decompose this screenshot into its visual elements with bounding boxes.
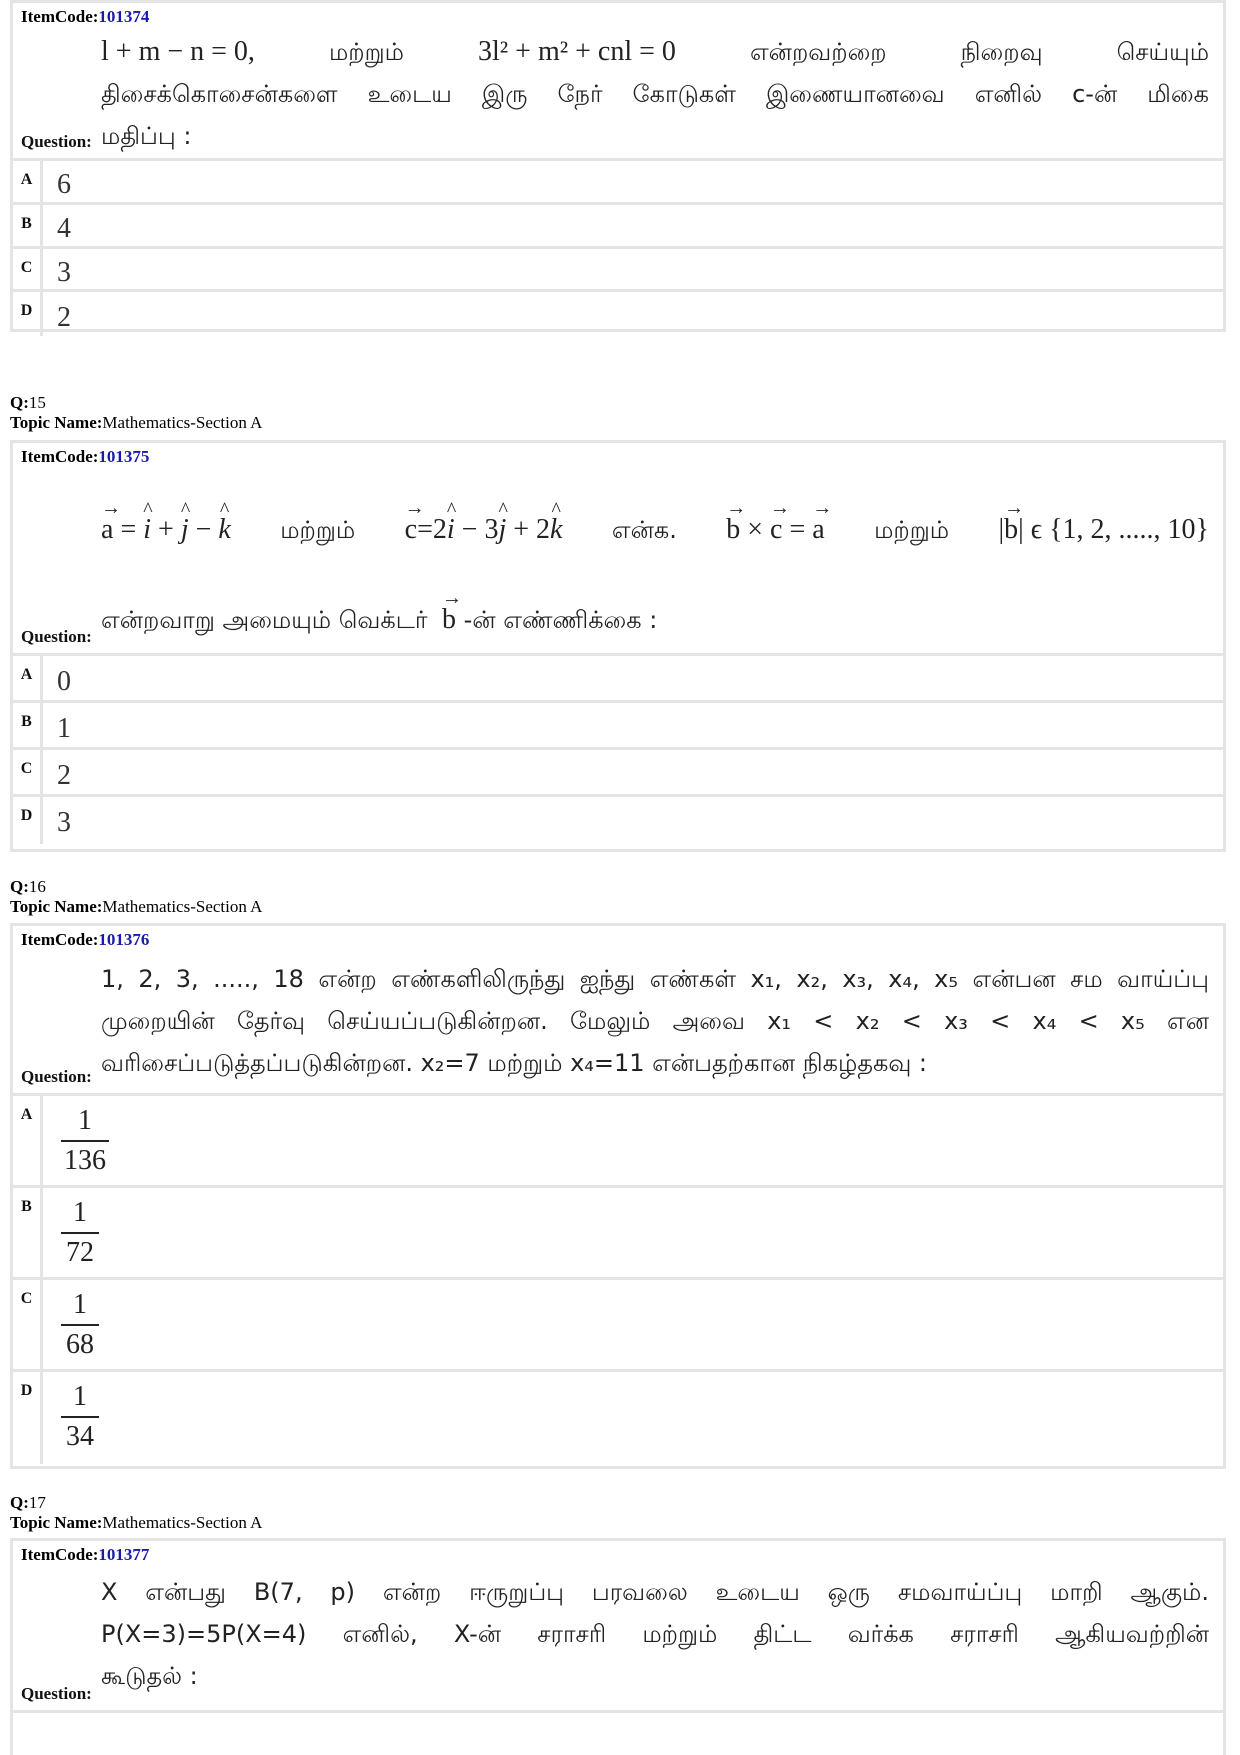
question-text — [101, 1571, 1209, 1697]
question-panel-q16 — [10, 923, 1226, 1469]
question-panel-q14 — [10, 0, 1226, 332]
question-number: 16 — [28, 877, 46, 896]
question-text: → a = ^ i + ^ j − ^ k மற்றும் → c=2^ i − 3^ j + 2^ k என்க. → b × → c = → a மற்றும் |→ b| ϵ {1, 2, ....., 10} என்றவாறு அமையும் வெக்டர் → b -ன் எண்ணிக்கை : — [101, 509, 1209, 641]
question-number: 17 — [28, 1493, 46, 1512]
line2-text-c: -ன் எண்ணிக்கை : — [463, 606, 658, 634]
option-b[interactable] — [13, 205, 1223, 249]
question-rest-head: என்றவற்றை — [749, 38, 887, 66]
question-line-2: P(X=3)=5P(X=4) எனில், X-ன் சராசரி மற்றும் திட்ட வர்க்க சராசரி ஆகியவற்றின் — [101, 1620, 1209, 1648]
question-header — [13, 443, 1223, 656]
option-letter: D — [13, 292, 43, 336]
option-letter: B — [13, 703, 43, 747]
option-fraction: 1 68 — [61, 1288, 99, 1362]
item-code-value: 101375 — [98, 447, 150, 466]
option-b[interactable] — [13, 1188, 1223, 1280]
option-fraction: 1 136 — [61, 1104, 109, 1178]
question-line-1: 1, 2, 3, ....., 18 என்ற எண்களிலிருந்து ஐந்து எண்கள் x₁, x₂, x₃, x₄, x₅ என்பன சம வாய்ப்பு — [101, 965, 1209, 993]
option-value: 3 — [57, 807, 71, 838]
question-label: Question: — [21, 1684, 92, 1703]
option-d[interactable] — [13, 1372, 1223, 1464]
question-line-3: வரிசைப்படுத்தப்படுகின்றன. x₂=7 மற்றும் x₄=11 என்பதற்கான நிகழ்தகவு : — [101, 1049, 928, 1077]
question-text — [101, 958, 1209, 1084]
option-value: 6 — [57, 169, 71, 200]
option-value: 4 — [57, 213, 71, 244]
item-code-value: 101374 — [98, 7, 150, 26]
item-code-value: 101376 — [98, 930, 150, 949]
option-c[interactable] — [13, 1280, 1223, 1372]
option-a[interactable] — [13, 161, 1223, 205]
option-fraction: 1 34 — [61, 1380, 99, 1454]
option-value: 1 — [57, 713, 71, 744]
line2-text-a: என்றவாறு அமையும் வெக்டர் — [101, 606, 428, 634]
question-meta-q15: Q:15 Topic Name:Mathematics-Section A — [10, 393, 263, 432]
option-letter: D — [13, 797, 43, 844]
option-letter: A — [13, 1096, 43, 1185]
option-c[interactable] — [13, 750, 1223, 797]
option-value: 2 — [57, 302, 71, 333]
option-b[interactable] — [13, 703, 1223, 750]
option-letter: C — [13, 249, 43, 289]
option-letter: D — [13, 1372, 43, 1464]
option-letter: B — [13, 205, 43, 246]
vector-b: → b — [442, 599, 456, 641]
question-label: Question: — [21, 627, 92, 646]
option-letter: C — [13, 1280, 43, 1369]
option-d[interactable] — [13, 797, 1223, 844]
option-letter: A — [13, 161, 43, 202]
word-and: மற்றும் — [280, 516, 356, 544]
question-panel-q17 — [10, 1538, 1226, 1755]
question-rest: திசைக்கொசைன்களை உடைய இரு நேர் கோடுகள் இணையானவை எனில் c-ன் மிகை — [101, 80, 1209, 108]
option-letter: C — [13, 750, 43, 794]
question-number: 15 — [28, 393, 46, 412]
topic-name: Mathematics-Section A — [102, 413, 263, 432]
option-value: 0 — [57, 666, 71, 697]
option-letter: A — [13, 656, 43, 700]
question-line-1: X என்பது B(7, p) என்ற ஈருறுப்பு பரவலை உடைய ஒரு சமவாய்ப்பு மாறி ஆகும். — [101, 1578, 1209, 1606]
item-code: ItemCode:101374 — [21, 7, 150, 26]
question-panel-q15 — [10, 440, 1226, 852]
option-fraction: 1 72 — [61, 1196, 99, 1270]
option-letter: B — [13, 1188, 43, 1277]
question-meta-q16: Q:16 Topic Name:Mathematics-Section A — [10, 877, 263, 916]
word-and-2: மற்றும் — [874, 516, 950, 544]
word-let: என்க. — [611, 516, 677, 544]
question-label: Question: — [21, 1067, 92, 1086]
question-line-3: கூடுதல் : — [101, 1662, 198, 1690]
option-d[interactable] — [13, 292, 1223, 336]
item-code: ItemCode:101376 — [21, 930, 150, 949]
option-a[interactable] — [13, 656, 1223, 703]
topic-name: Mathematics-Section A — [102, 897, 263, 916]
question-text: l + m − n = 0, மற்றும் 3l² + m² + cnl = 0 என்றவற்றை நிறைவு செய்யும் திசைக்கொசைன்களை உடைய இரு நேர் கோடுகள் இணையானவை எனில் c-ன் மிகை மதிப்பு : — [101, 31, 1209, 157]
question-line-2: முறையின் தேர்வு செய்யப்படுகின்றன. மேலும் அவை x₁ < x₂ < x₃ < x₄ < x₅ என — [101, 1007, 1209, 1035]
equation-1: l + m − n = 0, — [101, 36, 255, 67]
question-header — [13, 3, 1223, 161]
question-label: Question: — [21, 132, 92, 151]
item-code-value: 101377 — [98, 1545, 150, 1564]
word-and: மற்றும் — [328, 38, 404, 66]
option-value: 2 — [57, 760, 71, 791]
item-code: ItemCode:101375 — [21, 447, 150, 466]
option-value: 3 — [57, 257, 71, 288]
item-code: ItemCode:101377 — [21, 1545, 150, 1564]
topic-name: Mathematics-Section A — [102, 1513, 263, 1532]
question-header — [13, 926, 1223, 1096]
question-header — [13, 1541, 1223, 1713]
equation-2: 3l² + m² + cnl = 0 — [478, 36, 676, 67]
question-meta-q17: Q:17 Topic Name:Mathematics-Section A — [10, 1493, 263, 1532]
option-c[interactable] — [13, 249, 1223, 292]
option-a[interactable] — [13, 1096, 1223, 1188]
